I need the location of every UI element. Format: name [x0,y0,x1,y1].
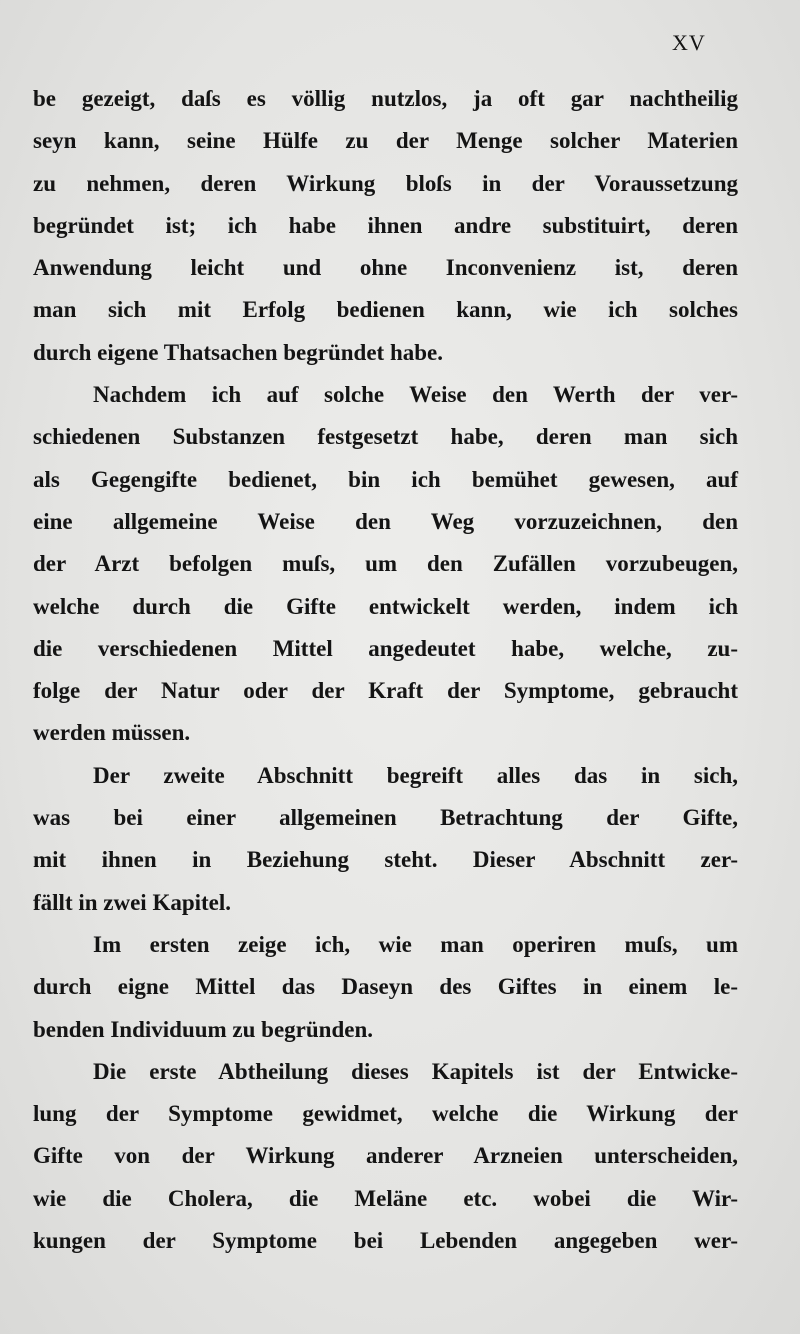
text-line: begründet ist; ich habe ihnen andre substituirt, deren [33,212,738,238]
text-line: fällt in zwei Kapitel. [33,889,232,915]
body-text [33,78,738,1262]
text-line: als Gegengifte bedienet, bin ich bemühet gewesen, auf [33,466,738,492]
text-line: man sich mit Erfolg bedienen kann, wie ich solches [33,297,738,323]
text-line: mit ihnen in Beziehung steht. Dieser Abschnitt zer- [33,847,738,873]
text-line: wie die Cholera, die Meläne etc. wobei die Wir- [33,1185,738,1211]
text-line: Der zweite Abschnitt begreift alles das in sich, [93,762,738,788]
text-line: benden Individuum zu begründen. [33,1016,374,1042]
text-line: schiedenen Substanzen festgesetzt habe, deren man sich [33,424,738,450]
text-line: was bei einer allgemeinen Betrachtung der Gifte, [33,805,738,831]
text-line: zu nehmen, deren Wirkung bloſs in der Voraussetzung [33,170,738,196]
text-line: die verschiedenen Mittel angedeutet habe, welche, zu- [33,635,738,661]
text-line: be gezeigt, daſs es völlig nutzlos, ja oft gar nachtheilig [33,86,738,111]
text-line: welche durch die Gifte entwickelt werden, indem ich [33,593,738,619]
text-line: durch eigne Mittel das Daseyn des Giftes in einem le- [33,974,738,1000]
page-number: XV [672,30,706,55]
text-line: Anwendung leicht und ohne Inconvenienz ist, deren [33,255,738,281]
text-line: durch eigene Thatsachen begründet habe. [33,339,444,365]
text-line: folge der Natur oder der Kraft der Symptome, gebraucht [33,678,738,704]
text-line: Im ersten zeige ich, wie man operiren muſs, um [93,931,738,957]
text-line: kungen der Symptome bei Lebenden angegeben wer- [33,1228,738,1254]
text-line: Gifte von der Wirkung anderer Arzneien unterscheiden, [33,1143,738,1169]
text-line: Die erste Abtheilung dieses Kapitels ist der Entwicke- [93,1058,738,1084]
text-line: Nachdem ich auf solche Weise den Werth der ver- [93,382,738,408]
text-line: lung der Symptome gewidmet, welche die Wirkung der [33,1101,738,1127]
text-line: seyn kann, seine Hülfe zu der Menge solcher Materien [33,128,738,154]
text-line: werden müssen. [33,720,191,746]
text-line: eine allgemeine Weise den Weg vorzuzeichnen, den [33,508,738,534]
text-line: der Arzt befolgen muſs, um den Zufällen vorzubeugen, [33,551,738,577]
